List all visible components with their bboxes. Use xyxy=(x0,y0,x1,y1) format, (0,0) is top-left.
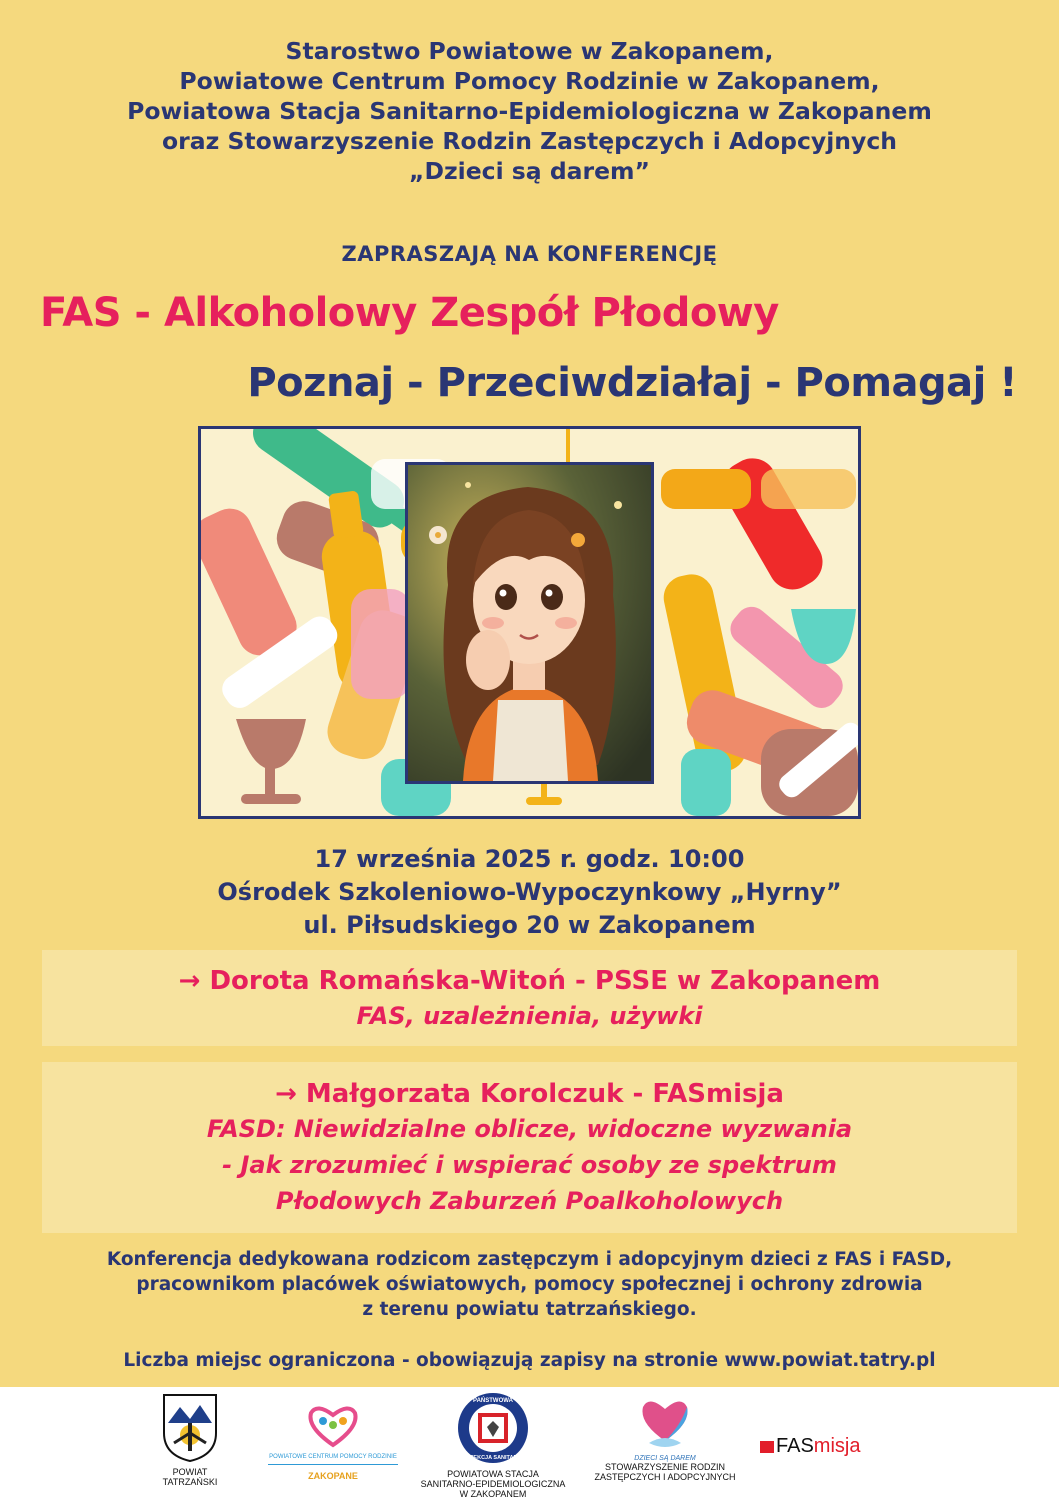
seal-ring-text: PAŃSTWOWA xyxy=(473,1398,513,1404)
logo-caption: DZIECI SĄ DAREM xyxy=(634,1455,696,1462)
gift-heart-icon xyxy=(635,1393,695,1451)
invite-heading: ZAPRASZAJĄ NA KONFERENCJĘ xyxy=(341,242,718,266)
speaker-topic: FAS, uzależnienia, używki xyxy=(356,1002,703,1030)
coat-of-arms-icon xyxy=(162,1393,218,1463)
conference-subtitle: Poznaj - Przeciwdziałaj - Pomagaj ! xyxy=(247,360,1017,406)
speaker-name: → Małgorzata Korolczuk - FASmisja xyxy=(275,1079,784,1109)
logo-caption: SANITARNO-EPIDEMIOLOGICZNA xyxy=(420,1479,566,1489)
description-line: pracownikom placówek oświatowych, pomocy społecznej i ochrony zdrowia xyxy=(136,1274,923,1295)
event-details xyxy=(0,843,1059,942)
logo-caption: STOWARZYSZENIE RODZIN xyxy=(604,1462,725,1472)
conference-title: FAS - Alkoholowy Zespół Płodowy xyxy=(40,290,779,336)
seal-ring-text: INSPEKCJA SANITARNA xyxy=(460,1455,526,1461)
organizer-line: oraz Stowarzyszenie Rodzin Zastępczych i Adopcyjnych xyxy=(162,127,897,155)
organizer-line: „Dzieci są darem” xyxy=(409,157,650,185)
event-address: ul. Piłsudskiego 20 w Zakopanem xyxy=(303,911,756,939)
logo-caption: ZASTĘPCZYCH I ADOPCYJNYCH xyxy=(594,1472,736,1482)
speaker-topic: FASD: Niewidzialne oblicze, widoczne wyzwania xyxy=(206,1115,853,1143)
speaker-box-2 xyxy=(42,1062,1017,1233)
event-date: 17 września 2025 r. godz. 10:00 xyxy=(314,845,745,873)
speaker-topic: - Jak zrozumieć i wspierać osoby ze spektrum xyxy=(222,1151,837,1179)
child-portrait xyxy=(405,462,654,784)
description-line: z terenu powiatu tatrzańskiego. xyxy=(362,1299,697,1320)
conference-description xyxy=(0,1247,1059,1322)
logo-caption: POWIAT xyxy=(172,1467,208,1477)
fasmisja-mark-icon xyxy=(760,1441,774,1453)
logo-caption: POWIATOWE CENTRUM POMOCY RODZINIE xyxy=(269,1454,397,1460)
fasmisja-text-a: FAS xyxy=(776,1435,814,1457)
logo-dzieci-sa-darem xyxy=(590,1393,740,1482)
registration-note: Liczba miejsc ograniczona - obowiązują zapisy na stronie www.powiat.tatry.pl xyxy=(123,1350,936,1371)
organizer-line: Starostwo Powiatowe w Zakopanem, xyxy=(285,37,774,65)
logo-powiat-tatrzanski xyxy=(140,1393,240,1487)
organizer-line: Powiatowe Centrum Pomocy Rodzinie w Zakopanem, xyxy=(179,67,880,95)
family-heart-icon xyxy=(303,1401,363,1449)
organizer-line: Powiatowa Stacja Sanitarno-Epidemiologiczna w Zakopanem xyxy=(127,97,932,125)
girl-illustration xyxy=(408,465,651,781)
logo-caption: POWIATOWA STACJA xyxy=(447,1469,539,1479)
logo-caption: ZAKOPANE xyxy=(308,1471,358,1481)
sanitary-inspection-seal-icon xyxy=(456,1391,530,1465)
speaker-topic: Płodowych Zaburzeń Poalkoholowych xyxy=(275,1187,784,1215)
organizers-header xyxy=(0,36,1059,186)
event-venue: Ośrodek Szkoleniowo-Wypoczynkowy „Hyrny” xyxy=(217,878,842,906)
speaker-box-1 xyxy=(42,950,1017,1046)
logo-caption: TATRZAŃSKI xyxy=(162,1477,218,1487)
fasmisja-text-b: misja xyxy=(813,1435,861,1457)
logo-sanepid xyxy=(418,1391,568,1499)
logo-caption: W ZAKOPANEM xyxy=(459,1489,527,1499)
partner-logos xyxy=(0,1387,1059,1500)
logo-pcpr xyxy=(258,1401,408,1481)
speaker-name: → Dorota Romańska-Witoń - PSSE w Zakopanem xyxy=(178,966,881,996)
logo-fasmisja xyxy=(760,1435,910,1458)
description-line: Konferencja dedykowana rodzicom zastępczym i adopcyjnym dzieci z FAS i FASD, xyxy=(106,1249,953,1270)
